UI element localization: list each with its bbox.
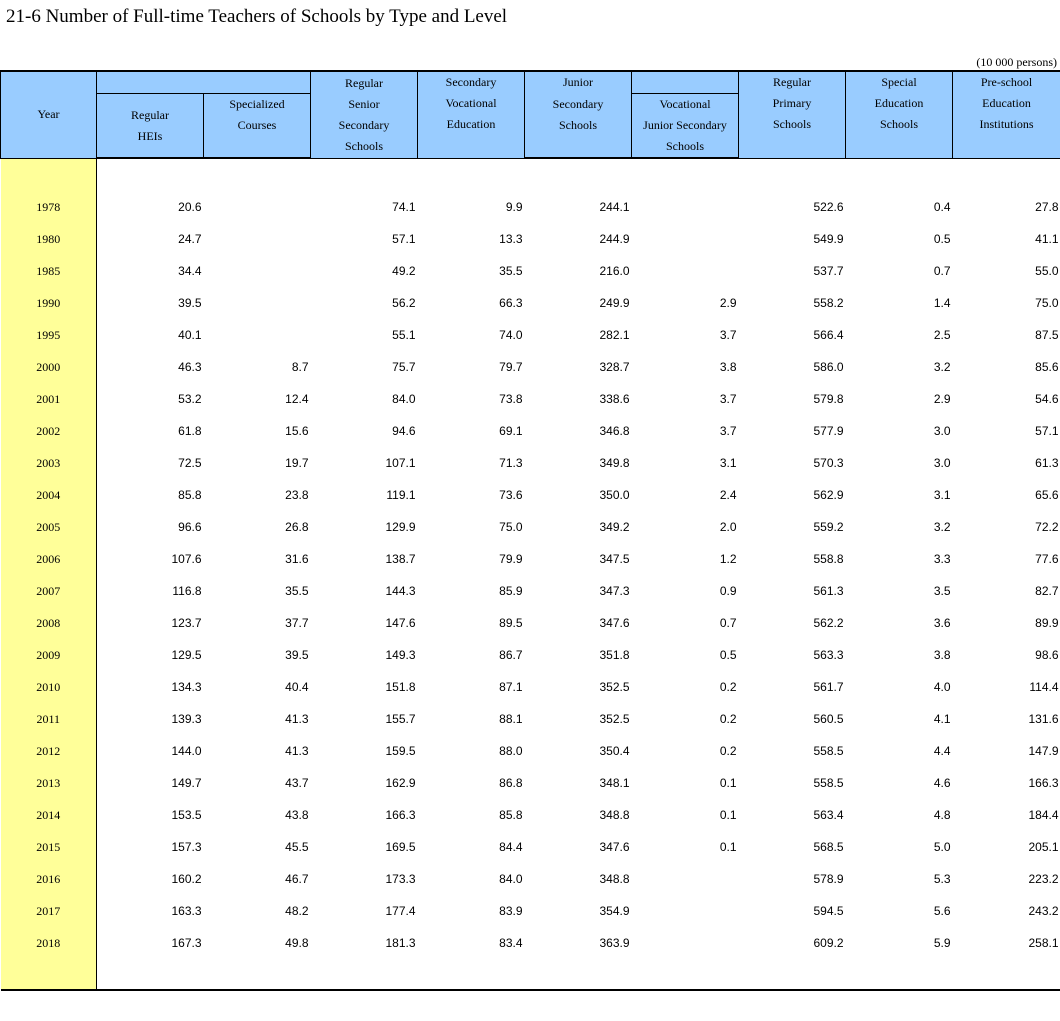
- year-cell: 1980: [1, 223, 97, 255]
- junior-secondary-cell: 349.2: [599, 520, 630, 534]
- regular-primary-cell: 579.8: [813, 392, 844, 406]
- secondary-vocational-cell: 86.7: [499, 648, 523, 662]
- year-cell: 2008: [1, 607, 97, 639]
- special-education-cell: 1.4: [933, 296, 951, 310]
- pre-school-cell: 72.2: [1035, 520, 1059, 534]
- regular-senior-secondary-cell: 155.7: [385, 712, 416, 726]
- regular-heis-cell: 160.2: [171, 872, 202, 886]
- specialized-courses-cell: [204, 223, 311, 255]
- teachers-table-container: [0, 70, 1060, 991]
- header-regular-heis: Regular HEIs: [97, 94, 204, 159]
- special-education-cell: 2.9: [933, 392, 951, 406]
- junior-secondary-cell: 328.7: [599, 360, 630, 374]
- table-row: [1, 319, 1060, 351]
- year-cell: 2005: [1, 511, 97, 543]
- regular-heis-cell: 163.3: [171, 904, 202, 918]
- header-regular-senior-secondary: Regular Senior Secondary Schools: [311, 71, 418, 158]
- secondary-vocational-cell: 84.0: [499, 872, 523, 886]
- junior-secondary-cell: 347.6: [599, 840, 630, 854]
- year-cell: 2012: [1, 735, 97, 767]
- specialized-courses-cell: 41.3: [285, 744, 309, 758]
- vocational-junior-secondary-cell: [632, 223, 739, 255]
- specialized-courses-cell: 48.2: [285, 904, 309, 918]
- pre-school-cell: 223.2: [1028, 872, 1059, 886]
- year-cell: 1985: [1, 255, 97, 287]
- vocational-junior-secondary-cell: 1.2: [719, 552, 737, 566]
- regular-primary-cell: 522.6: [813, 200, 844, 214]
- vocational-junior-secondary-cell: 3.7: [719, 328, 737, 342]
- table-row: [1, 927, 1060, 959]
- regular-primary-cell: 537.7: [813, 264, 844, 278]
- regular-senior-secondary-cell: 84.0: [392, 392, 416, 406]
- regular-senior-secondary-cell: 149.3: [385, 648, 416, 662]
- junior-secondary-cell: 354.9: [599, 904, 630, 918]
- junior-secondary-cell: 244.1: [599, 200, 630, 214]
- secondary-vocational-cell: 88.0: [499, 744, 523, 758]
- table-row: [1, 383, 1060, 415]
- regular-senior-secondary-cell: 147.6: [385, 616, 416, 630]
- table-row: [1, 895, 1060, 927]
- specialized-courses-cell: 12.4: [285, 392, 309, 406]
- year-cell: 2017: [1, 895, 97, 927]
- regular-senior-secondary-cell: 75.7: [392, 360, 416, 374]
- regular-heis-cell: 149.7: [171, 776, 202, 790]
- year-cell: 2016: [1, 863, 97, 895]
- junior-secondary-cell: 338.6: [599, 392, 630, 406]
- special-education-cell: 4.6: [933, 776, 951, 790]
- table-row: [1, 191, 1060, 223]
- header-junior-secondary-top: Junior: [525, 71, 632, 94]
- vocational-junior-secondary-cell: [632, 927, 739, 959]
- regular-primary-cell: 562.2: [813, 616, 844, 630]
- vocational-junior-secondary-cell: [632, 863, 739, 895]
- spacer-row: [1, 959, 1060, 990]
- special-education-cell: 3.0: [933, 424, 951, 438]
- pre-school-cell: 41.1: [1035, 232, 1059, 246]
- regular-primary-cell: 566.4: [813, 328, 844, 342]
- pre-school-cell: 89.9: [1035, 616, 1059, 630]
- regular-senior-secondary-cell: 181.3: [385, 936, 416, 950]
- vocational-junior-secondary-cell: 0.5: [719, 648, 737, 662]
- regular-senior-secondary-cell: 49.2: [392, 264, 416, 278]
- header-regular-primary: Regular Primary Schools: [739, 71, 846, 158]
- regular-heis-cell: 134.3: [171, 680, 202, 694]
- year-cell: 2014: [1, 799, 97, 831]
- specialized-courses-cell: 39.5: [285, 648, 309, 662]
- pre-school-cell: 166.3: [1028, 776, 1059, 790]
- specialized-courses-cell: 46.7: [285, 872, 309, 886]
- regular-primary-cell: 561.3: [813, 584, 844, 598]
- vocational-junior-secondary-cell: 0.7: [719, 616, 737, 630]
- special-education-cell: 4.0: [933, 680, 951, 694]
- specialized-courses-cell: 41.3: [285, 712, 309, 726]
- pre-school-cell: 184.4: [1028, 808, 1059, 822]
- table-row: [1, 415, 1060, 447]
- pre-school-cell: 61.3: [1035, 456, 1059, 470]
- secondary-vocational-cell: 35.5: [499, 264, 523, 278]
- regular-senior-secondary-cell: 57.1: [392, 232, 416, 246]
- specialized-courses-cell: [204, 255, 311, 287]
- year-cell: 2006: [1, 543, 97, 575]
- junior-secondary-cell: 352.5: [599, 680, 630, 694]
- junior-secondary-cell: 351.8: [599, 648, 630, 662]
- header-junior-group-blank: [632, 71, 739, 94]
- special-education-cell: 4.8: [933, 808, 951, 822]
- regular-primary-cell: 562.9: [813, 488, 844, 502]
- vocational-junior-secondary-cell: [632, 255, 739, 287]
- special-education-cell: 3.6: [933, 616, 951, 630]
- junior-secondary-cell: 347.5: [599, 552, 630, 566]
- specialized-courses-cell: 23.8: [285, 488, 309, 502]
- table-row: [1, 863, 1060, 895]
- regular-primary-cell: 558.5: [813, 744, 844, 758]
- table-row: [1, 607, 1060, 639]
- specialized-courses-cell: [204, 287, 311, 319]
- year-cell: 2015: [1, 831, 97, 863]
- table-row: [1, 255, 1060, 287]
- regular-primary-cell: 563.3: [813, 648, 844, 662]
- table-body: [1, 158, 1060, 990]
- year-cell: 2004: [1, 479, 97, 511]
- specialized-courses-cell: 31.6: [285, 552, 309, 566]
- junior-secondary-cell: 347.6: [599, 616, 630, 630]
- table-row: [1, 767, 1060, 799]
- regular-senior-secondary-cell: 129.9: [385, 520, 416, 534]
- vocational-junior-secondary-cell: 3.8: [719, 360, 737, 374]
- regular-heis-cell: 167.3: [171, 936, 202, 950]
- junior-secondary-cell: 249.9: [599, 296, 630, 310]
- year-cell: 2009: [1, 639, 97, 671]
- special-education-cell: 4.1: [933, 712, 951, 726]
- header-pre-school: Pre-school Education Institutions: [953, 71, 1060, 158]
- secondary-vocational-cell: 9.9: [505, 200, 523, 214]
- regular-senior-secondary-cell: 151.8: [385, 680, 416, 694]
- specialized-courses-cell: 35.5: [285, 584, 309, 598]
- special-education-cell: 5.3: [933, 872, 951, 886]
- special-education-cell: 3.2: [933, 520, 951, 534]
- header-heis-group: [97, 71, 311, 94]
- regular-heis-cell: 96.6: [178, 520, 202, 534]
- regular-primary-cell: 558.2: [813, 296, 844, 310]
- specialized-courses-cell: 8.7: [291, 360, 309, 374]
- regular-heis-cell: 107.6: [171, 552, 202, 566]
- junior-secondary-cell: 244.9: [599, 232, 630, 246]
- vocational-junior-secondary-cell: 0.9: [719, 584, 737, 598]
- table-row: [1, 671, 1060, 703]
- pre-school-cell: 75.0: [1035, 296, 1059, 310]
- junior-secondary-cell: 282.1: [599, 328, 630, 342]
- special-education-cell: 0.5: [933, 232, 951, 246]
- special-education-cell: 3.1: [933, 488, 951, 502]
- pre-school-cell: 147.9: [1028, 744, 1059, 758]
- pre-school-cell: 77.6: [1035, 552, 1059, 566]
- year-cell: 2000: [1, 351, 97, 383]
- special-education-cell: 2.5: [933, 328, 951, 342]
- secondary-vocational-cell: 71.3: [499, 456, 523, 470]
- special-education-cell: 0.4: [933, 200, 951, 214]
- pre-school-cell: 85.6: [1035, 360, 1059, 374]
- pre-school-cell: 114.4: [1029, 680, 1059, 694]
- header-vocational-junior-secondary: Vocational Junior Secondary Schools: [632, 94, 739, 159]
- regular-senior-secondary-cell: 94.6: [392, 424, 416, 438]
- regular-primary-cell: 549.9: [813, 232, 844, 246]
- table-row: [1, 799, 1060, 831]
- regular-heis-cell: 129.5: [171, 648, 202, 662]
- regular-heis-cell: 61.8: [178, 424, 202, 438]
- year-cell: 2001: [1, 383, 97, 415]
- regular-primary-cell: 560.5: [813, 712, 844, 726]
- regular-heis-cell: 20.6: [178, 200, 202, 214]
- secondary-vocational-cell: 13.3: [499, 232, 523, 246]
- secondary-vocational-cell: 79.9: [499, 552, 523, 566]
- regular-heis-cell: 53.2: [178, 392, 202, 406]
- regular-primary-cell: 570.3: [813, 456, 844, 470]
- table-row: [1, 479, 1060, 511]
- vocational-junior-secondary-cell: 2.9: [719, 296, 737, 310]
- year-cell: 2018: [1, 927, 97, 959]
- regular-primary-cell: 578.9: [813, 872, 844, 886]
- year-cell: 1995: [1, 319, 97, 351]
- secondary-vocational-cell: 75.0: [499, 520, 523, 534]
- special-education-cell: 5.0: [933, 840, 951, 854]
- table-row: [1, 223, 1060, 255]
- vocational-junior-secondary-cell: [632, 895, 739, 927]
- table-row: [1, 351, 1060, 383]
- secondary-vocational-cell: 66.3: [499, 296, 523, 310]
- secondary-vocational-cell: 83.9: [499, 904, 523, 918]
- special-education-cell: 5.9: [933, 936, 951, 950]
- year-cell: 2010: [1, 671, 97, 703]
- regular-primary-cell: 558.5: [813, 776, 844, 790]
- specialized-courses-cell: 40.4: [285, 680, 309, 694]
- regular-heis-cell: 46.3: [178, 360, 202, 374]
- year-cell: 2002: [1, 415, 97, 447]
- vocational-junior-secondary-cell: 2.0: [719, 520, 737, 534]
- vocational-junior-secondary-cell: 0.1: [719, 808, 737, 822]
- regular-primary-cell: 558.8: [813, 552, 844, 566]
- secondary-vocational-cell: 88.1: [499, 712, 523, 726]
- regular-primary-cell: 594.5: [813, 904, 844, 918]
- regular-heis-cell: 116.8: [172, 584, 202, 598]
- regular-senior-secondary-cell: 119.1: [386, 488, 416, 502]
- junior-secondary-cell: 350.0: [599, 488, 630, 502]
- special-education-cell: 3.5: [933, 584, 951, 598]
- regular-primary-cell: 586.0: [813, 360, 844, 374]
- secondary-vocational-cell: 84.4: [499, 840, 523, 854]
- secondary-vocational-cell: 83.4: [499, 936, 523, 950]
- pre-school-cell: 82.7: [1035, 584, 1059, 598]
- vocational-junior-secondary-cell: 0.1: [719, 776, 737, 790]
- regular-senior-secondary-cell: 56.2: [392, 296, 416, 310]
- regular-senior-secondary-cell: 177.4: [385, 904, 416, 918]
- regular-heis-cell: 24.7: [178, 232, 202, 246]
- page-title: 21-6 Number of Full-time Teachers of Schools by Type and Level: [6, 6, 508, 27]
- table-row: [1, 287, 1060, 319]
- specialized-courses-cell: 43.8: [285, 808, 309, 822]
- year-cell: 2003: [1, 447, 97, 479]
- regular-heis-cell: 153.5: [171, 808, 202, 822]
- specialized-courses-cell: 19.7: [285, 456, 309, 470]
- secondary-vocational-cell: 86.8: [499, 776, 523, 790]
- year-cell: 1990: [1, 287, 97, 319]
- junior-secondary-cell: 348.8: [599, 872, 630, 886]
- regular-heis-cell: 39.5: [178, 296, 202, 310]
- junior-secondary-cell: 350.4: [599, 744, 630, 758]
- spacer-row: [1, 158, 1060, 191]
- regular-heis-cell: 40.1: [178, 328, 202, 342]
- pre-school-cell: 55.0: [1035, 264, 1059, 278]
- vocational-junior-secondary-cell: 0.1: [719, 840, 737, 854]
- vocational-junior-secondary-cell: 0.2: [719, 744, 737, 758]
- header-secondary-vocational: Secondary Vocational Education: [418, 71, 525, 158]
- regular-heis-cell: 139.3: [171, 712, 202, 726]
- table-row: [1, 831, 1060, 863]
- pre-school-cell: 98.6: [1035, 648, 1059, 662]
- secondary-vocational-cell: 73.6: [499, 488, 523, 502]
- teachers-table: [0, 70, 1060, 991]
- regular-primary-cell: 559.2: [813, 520, 844, 534]
- regular-primary-cell: 577.9: [813, 424, 844, 438]
- specialized-courses-cell: 15.6: [285, 424, 309, 438]
- junior-secondary-cell: 352.5: [599, 712, 630, 726]
- regular-primary-cell: 568.5: [813, 840, 844, 854]
- year-cell: 2011: [1, 703, 97, 735]
- regular-heis-cell: 157.3: [171, 840, 202, 854]
- special-education-cell: 3.2: [933, 360, 951, 374]
- regular-heis-cell: 123.7: [171, 616, 202, 630]
- junior-secondary-cell: 216.0: [599, 264, 630, 278]
- junior-secondary-cell: 346.8: [599, 424, 630, 438]
- vocational-junior-secondary-cell: 3.7: [719, 424, 737, 438]
- secondary-vocational-cell: 74.0: [499, 328, 523, 342]
- regular-senior-secondary-cell: 169.5: [385, 840, 416, 854]
- specialized-courses-cell: [204, 319, 311, 351]
- specialized-courses-cell: 37.7: [285, 616, 309, 630]
- vocational-junior-secondary-cell: 3.7: [719, 392, 737, 406]
- secondary-vocational-cell: 85.9: [499, 584, 523, 598]
- vocational-junior-secondary-cell: 0.2: [719, 712, 737, 726]
- pre-school-cell: 205.1: [1028, 840, 1059, 854]
- specialized-courses-cell: 49.8: [285, 936, 309, 950]
- specialized-courses-cell: 43.7: [285, 776, 309, 790]
- regular-senior-secondary-cell: 55.1: [392, 328, 416, 342]
- pre-school-cell: 54.6: [1035, 392, 1059, 406]
- table-row: [1, 447, 1060, 479]
- pre-school-cell: 65.6: [1035, 488, 1059, 502]
- junior-secondary-cell: 363.9: [599, 936, 630, 950]
- pre-school-cell: 258.1: [1028, 936, 1059, 950]
- regular-senior-secondary-cell: 74.1: [392, 200, 416, 214]
- regular-heis-cell: 72.5: [178, 456, 202, 470]
- regular-senior-secondary-cell: 159.5: [385, 744, 416, 758]
- specialized-courses-cell: 26.8: [285, 520, 309, 534]
- table-row: [1, 703, 1060, 735]
- secondary-vocational-cell: 87.1: [499, 680, 523, 694]
- special-education-cell: 3.3: [933, 552, 951, 566]
- regular-heis-cell: 34.4: [178, 264, 202, 278]
- secondary-vocational-cell: 73.8: [499, 392, 523, 406]
- special-education-cell: 3.0: [933, 456, 951, 470]
- pre-school-cell: 243.2: [1028, 904, 1059, 918]
- year-cell: 2007: [1, 575, 97, 607]
- pre-school-cell: 131.6: [1028, 712, 1059, 726]
- regular-senior-secondary-cell: 173.3: [385, 872, 416, 886]
- junior-secondary-cell: 348.8: [599, 808, 630, 822]
- junior-secondary-cell: 348.1: [599, 776, 630, 790]
- pre-school-cell: 57.1: [1035, 424, 1059, 438]
- pre-school-cell: 27.8: [1035, 200, 1059, 214]
- regular-senior-secondary-cell: 144.3: [385, 584, 416, 598]
- header-junior-secondary-bottom: Secondary Schools: [525, 94, 632, 159]
- table-row: [1, 575, 1060, 607]
- table-row: [1, 511, 1060, 543]
- vocational-junior-secondary-cell: 2.4: [719, 488, 737, 502]
- header-year: Year: [1, 71, 97, 158]
- secondary-vocational-cell: 69.1: [499, 424, 523, 438]
- table-row: [1, 735, 1060, 767]
- secondary-vocational-cell: 79.7: [499, 360, 523, 374]
- header-special-education: Special Education Schools: [846, 71, 953, 158]
- regular-primary-cell: 609.2: [813, 936, 844, 950]
- special-education-cell: 4.4: [933, 744, 951, 758]
- unit-note: (10 000 persons): [976, 55, 1057, 69]
- regular-senior-secondary-cell: 138.7: [385, 552, 416, 566]
- regular-primary-cell: 563.4: [813, 808, 844, 822]
- secondary-vocational-cell: 89.5: [499, 616, 523, 630]
- table-row: [1, 639, 1060, 671]
- vocational-junior-secondary-cell: 3.1: [719, 456, 737, 470]
- regular-senior-secondary-cell: 107.1: [385, 456, 416, 470]
- regular-primary-cell: 561.7: [813, 680, 844, 694]
- regular-heis-cell: 144.0: [171, 744, 202, 758]
- specialized-courses-cell: 45.5: [285, 840, 309, 854]
- vocational-junior-secondary-cell: [632, 191, 739, 223]
- special-education-cell: 5.6: [933, 904, 951, 918]
- specialized-courses-cell: [204, 191, 311, 223]
- regular-senior-secondary-cell: 166.3: [385, 808, 416, 822]
- special-education-cell: 3.8: [933, 648, 951, 662]
- secondary-vocational-cell: 85.8: [499, 808, 523, 822]
- year-cell: 1978: [1, 191, 97, 223]
- special-education-cell: 0.7: [933, 264, 951, 278]
- year-cell: 2013: [1, 767, 97, 799]
- regular-heis-cell: 85.8: [178, 488, 202, 502]
- table-row: [1, 543, 1060, 575]
- pre-school-cell: 87.5: [1035, 328, 1059, 342]
- header-specialized-courses: Specialized Courses: [204, 94, 311, 159]
- junior-secondary-cell: 349.8: [599, 456, 630, 470]
- vocational-junior-secondary-cell: 0.2: [719, 680, 737, 694]
- regular-senior-secondary-cell: 162.9: [385, 776, 416, 790]
- junior-secondary-cell: 347.3: [599, 584, 630, 598]
